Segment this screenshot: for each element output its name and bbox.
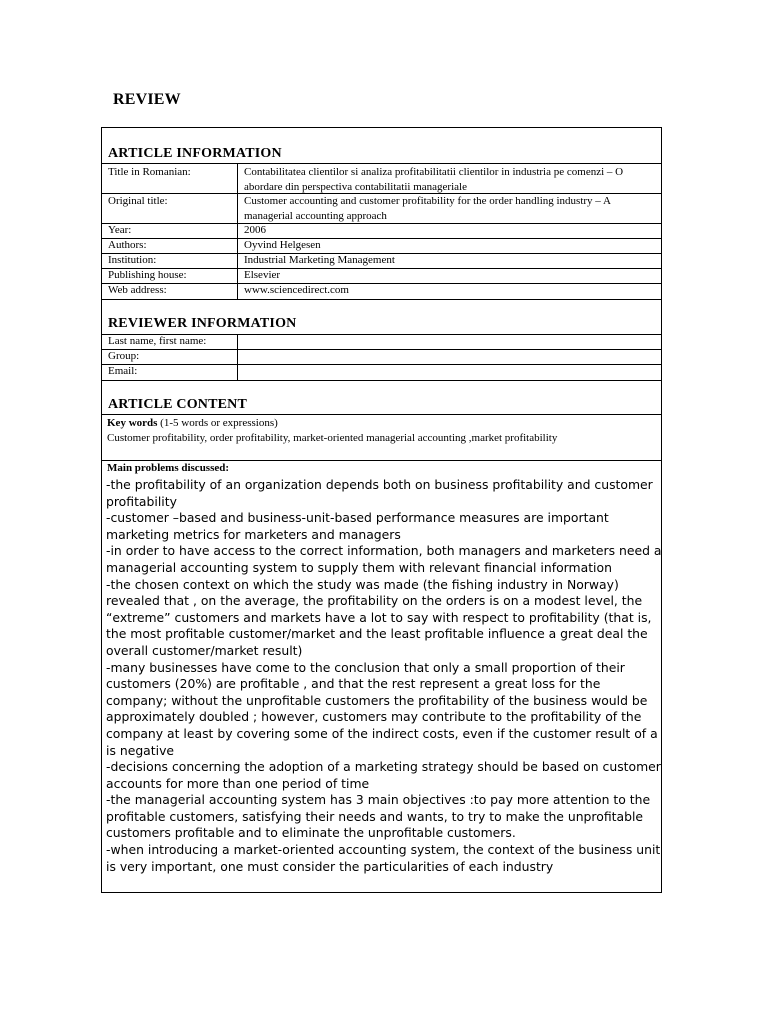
main-problems-text xyxy=(106,477,662,875)
article-information-heading: ARTICLE INFORMATION xyxy=(108,146,282,161)
problem-item: -many businesses have come to the conclusion that only a small proportion of their customers (20%) are profitable , and that the rest represent a great loss for the company; without the unprofitable customers the profitability of the business would be approximately doubled ; however, customers may contribute to the profitability of the company at least by covering some of the indirect costs, even if the customer result of a is negative xyxy=(106,659,658,758)
publishing-house-value: Elsevier xyxy=(244,269,281,281)
title-romanian-label: Title in Romanian: xyxy=(108,166,191,178)
authors-label: Authors: xyxy=(108,239,147,251)
keywords-block xyxy=(107,416,657,446)
problem-item: -in order to have access to the correct information, both managers and marketers need a managerial accounting system to supply them with relevant financial information xyxy=(106,543,662,575)
original-title-value: Customer accounting and customer profitability for the order handling industry – A managerial accounting approach xyxy=(244,195,611,222)
authors-value: Oyvind Helgesen xyxy=(244,239,321,251)
original-title-label: Original title: xyxy=(108,195,168,207)
institution-label: Institution: xyxy=(108,254,157,266)
year-value: 2006 xyxy=(244,224,266,236)
reviewer-information-heading: REVIEWER INFORMATION xyxy=(108,316,297,331)
problem-item: -the profitability of an organization depends both on business profitability and customer profitability xyxy=(106,477,653,509)
problem-item: -the chosen context on which the study was made (the fishing industry in Norway) revealed that , on the average, the profitability on the orders is on a modest level, the “extreme” customers and markets have a lot to say with respect to profitability (that is, the most profitable customer/market and the least profitable influence a great deal the overall customer/market result) xyxy=(106,576,652,658)
problem-item: -decisions concerning the adoption of a marketing strategy should be based on customer accounts for more than one period of time xyxy=(106,759,661,791)
title-romanian-value: Contabilitatea clientilor si analiza profitabilitatii clientilor in industria pe comenzi – O abordare din perspectiva contabilitatii manageriale xyxy=(244,166,624,193)
review-title: REVIEW xyxy=(113,91,181,108)
web-address-value: www.sciencedirect.com xyxy=(244,284,349,296)
problem-item: -when introducing a market-oriented accounting system, the context of the business unit is very important, one must consider the particularities of each industry xyxy=(106,842,661,874)
problem-item: -the managerial accounting system has 3 main objectives :to pay more attention to the profitable customers, satisfying their needs and wants, to try to make the unprofitable customers profitable and to eliminate the unprofitable customers. xyxy=(106,792,651,841)
publishing-house-label: Publishing house: xyxy=(108,269,187,281)
keywords-value: Customer profitability, order profitability, market-oriented managerial accounting ,market profitability xyxy=(107,432,558,444)
institution-value: Industrial Marketing Management xyxy=(244,254,395,266)
article-content-heading: ARTICLE CONTENT xyxy=(108,397,248,412)
keywords-note: (1-5 words or expressions) xyxy=(157,417,278,429)
last-first-name-label: Last name, first name: xyxy=(108,335,207,347)
review-form-table xyxy=(101,127,662,893)
year-label: Year: xyxy=(108,224,132,236)
keywords-label: Key words xyxy=(107,417,158,429)
group-label: Group: xyxy=(108,350,140,362)
problem-item: -customer –based and business-unit-based performance measures are important marketing metrics for marketers and managers xyxy=(106,510,609,542)
web-address-label: Web address: xyxy=(108,284,167,296)
email-label: Email: xyxy=(108,365,138,377)
main-problems-label: Main problems discussed: xyxy=(107,462,230,474)
